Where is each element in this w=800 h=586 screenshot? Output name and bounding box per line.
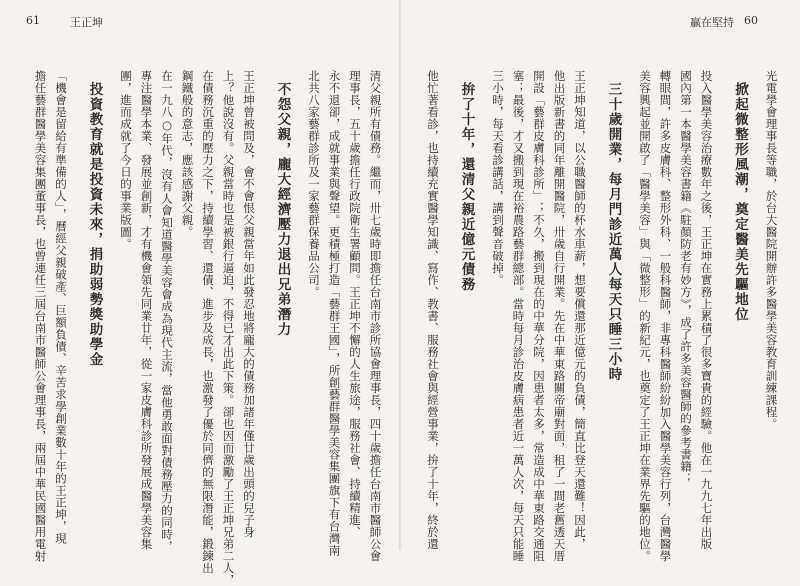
body-text-column: 轉眼間，許多皮膚科、整形外科、一般科醫師，非專科醫師紛紛加入醫學美容行列，台灣醫學: [658, 70, 673, 562]
body-text-column: 「機會是留給有準備的人」，曆經父親破產、巨額負債、辛苦求學創業數十年的王正坤，現: [54, 70, 68, 545]
left-page-number: 61: [26, 14, 40, 27]
body-text-column: 專注醫學本業、發展並創新，才有機會領先同業廿年，從一家皮膚科診所發展成醫學美容集: [139, 70, 154, 550]
left-running-title: 王正坤: [70, 16, 103, 29]
body-text-column: 王正坤曾被問及，會不會恨父親當年如此發忍地將龐大的債務加諸年僅廿歲出頭的兒子身: [242, 70, 256, 538]
body-text-column: 王正坤知道，以公職醫師的杯水車薪，想要償還那近億元的負債，簡直比登天還難！因此，: [573, 70, 587, 550]
section-heading: 三十歲開業，每月門診近萬人每天只睡三小時: [605, 82, 622, 382]
body-text-column: 團，進而成就了今日的事業版圖。: [119, 70, 133, 250]
right-running-title: 贏在堅持: [690, 16, 734, 29]
body-text-column: 永不退卻，成就事業與聲望。更積極打造「藝群王國」，所創藝群醫學美容集團旗下有台灣南: [327, 70, 342, 557]
section-heading: 掀起微整形風潮，奠定醫美先驅地位: [732, 82, 748, 322]
section-heading: 拚了十年，還清父親近億元債務: [458, 82, 475, 292]
section-heading: 投資教育就是投資未來，捐助弱勢獎助學金: [86, 82, 103, 367]
body-text-column: 鋼鐵般的意志，應該感謝父親。: [180, 70, 195, 238]
body-text-column: 美容興起並開啟了「醫學美容」與「微整形」的新紀元，也奠定了王正坤在業界先驅的地位。: [638, 70, 652, 562]
body-text-column: 擔任藝群醫學美容集團董事長，也曾連任三屆台南市醫師公會理事長，兩屆中華民國醫用電射: [33, 70, 48, 562]
body-text-column: 光電學會理事長等職，於台大醫院開辦許多醫學美容教育訓練課程。: [764, 70, 779, 430]
right-page-number: 60: [744, 14, 758, 27]
body-text-column: 北共八家藝群診所及一家藝群保養品公司。: [307, 70, 321, 298]
body-text-column: 理事長，五十歲擔任行政院衛生署顧問。王正坤不懈的人生旅途，服務社會、持續精進、: [348, 70, 362, 538]
section-heading: 不怨父親，龐大經濟壓力退出兄弟潛力: [274, 82, 291, 337]
body-text-column: 在債務沉重的壓力之下，持續學習、還債、進步及成長，也激發了優於同儕的無限潛能，鍛鍊出: [201, 70, 215, 574]
body-text-column: 他忙著看診，也持續充實醫學知識、寫作、教書、服務社會與經營事業，拚了十年，終於還: [426, 70, 440, 550]
body-text-column: 塞；最後，才又搬到現在裕農路藝群總部。當時每月診治皮膚病患者近一萬人次，每天只能睡: [511, 70, 526, 562]
body-text-column: 國內第一本醫學美容書籍《駐顏防老有妙方》，成了許多美容醫師的參考書籍；: [679, 70, 693, 485]
body-text-column: 上？他說沒有。父親當時也是被銀行逼迫，不得已才出此下策。卻也因而激勵了王正坤兄弟二人，: [221, 70, 236, 586]
body-text-column: 三小時，每天看診講話，講到聲音破掉。: [491, 70, 505, 286]
body-text-column: 投入醫學美容治療數年之後，王正坤在實務上累積了很多寶貴的經驗。他在一九九七年出版: [699, 70, 714, 550]
body-text-column: 開設「藝群皮膚科診所」；不久，搬到現在的中華分院，因患者太多，常造成中華東路交通阻: [532, 70, 546, 562]
body-text-column: 他出版新書的同年離開醫院，卅歲自行開業。先在中華東路關帝廟對面，租了一間老舊透天厝: [552, 70, 567, 562]
book-gutter: [399, 0, 401, 550]
body-text-column: 清父親所有債務。繼而，卅七歲時即擔任台南市診所協會理事長，四十歲擔任台南市醫師公會: [368, 70, 383, 562]
body-text-column: 在一九八○年代，沒有人會知道醫學美容會成為現代主流，當他勇敢面對債務壓力的同時，: [160, 70, 174, 553]
